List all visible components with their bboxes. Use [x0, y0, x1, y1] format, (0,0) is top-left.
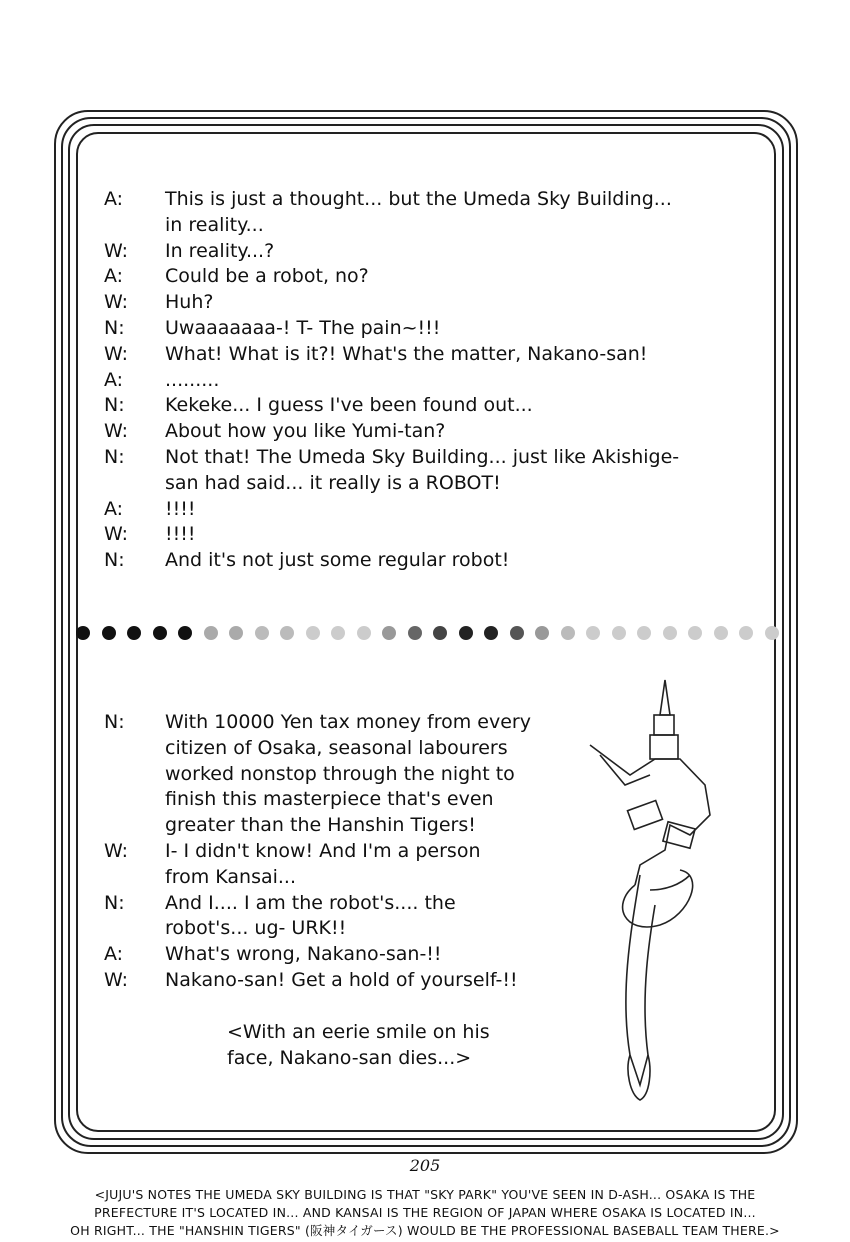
dialogue-line: And it's not just some regular robot! — [165, 549, 510, 572]
divider-dot — [561, 626, 575, 640]
speaker-label: N: — [104, 446, 125, 468]
speaker-label: W: — [104, 523, 129, 546]
divider-dot — [612, 626, 626, 640]
dialogue-line: Kekeke... I guess I've been found out... — [165, 394, 533, 417]
divider-dot — [382, 626, 396, 640]
divider-dot — [484, 626, 498, 640]
dialogue-line: from Kansai... — [165, 865, 297, 888]
speaker-label: W: — [104, 840, 129, 862]
speaker-label: A: — [104, 265, 124, 288]
speaker-label: W: — [104, 291, 129, 314]
divider-dot — [433, 626, 447, 640]
speaker-label: A: — [104, 497, 124, 520]
dialogue-line: worked nonstop through the night to — [165, 762, 515, 785]
speaker-label: N: — [104, 317, 125, 339]
dialogue-line: ......... — [165, 368, 220, 391]
dialogue-line: What! What is it?! What's the matter, Nakano-san! — [165, 342, 648, 365]
note-line: OH RIGHT... THE "HANSHIN TIGERS" (阪神タイガース) WOULD BE THE PROFESSIONAL BASEBALL TEAM THERE.> — [70, 1223, 780, 1238]
speaker-label: A: — [104, 943, 124, 966]
speaker-label: N: — [104, 394, 125, 417]
speaker-label: A: — [104, 368, 124, 391]
dialogue-line: In reality...? — [165, 239, 275, 262]
dialogue-line: Huh? — [165, 291, 214, 314]
dialogue-line: Nakano-san! Get a hold of yourself-!! — [165, 969, 518, 991]
speaker-label: W: — [104, 969, 129, 991]
divider-dot — [229, 626, 243, 640]
divider-dot — [306, 626, 320, 640]
divider-dot — [357, 626, 371, 640]
speaker-label: W: — [104, 239, 129, 262]
divider-dot — [637, 626, 651, 640]
dialogue-line: With 10000 Yen tax money from every — [165, 711, 531, 733]
note-line: <JUJU'S NOTES THE UMEDA SKY BUILDING IS THAT "SKY PARK" YOU'VE SEEN IN D-ASH... OSAKA IS THE — [94, 1187, 756, 1202]
dialogue-line: san had said... it really is a ROBOT! — [165, 471, 501, 494]
speaker-label: A: — [104, 188, 124, 210]
translator-notes — [0, 1186, 850, 1240]
divider-dot — [765, 626, 779, 640]
dialogue-line: About how you like Yumi-tan? — [165, 420, 446, 443]
divider-dot — [535, 626, 549, 640]
dialogue-line: finish this masterpiece that's even — [165, 788, 494, 811]
divider-dot — [280, 626, 294, 640]
divider-dot — [153, 626, 167, 640]
divider-dot — [510, 626, 524, 640]
divider-dot — [586, 626, 600, 640]
divider-dot — [663, 626, 677, 640]
robot-building-illustration — [570, 675, 750, 1105]
dialogue-line: I- I didn't know! And I'm a person — [165, 840, 481, 862]
divider-dot — [127, 626, 141, 640]
note-line: PREFECTURE IT'S LOCATED IN... AND KANSAI IS THE REGION OF JAPAN WHERE OSAKA IS LOCATED IN... — [94, 1205, 756, 1220]
speaker-label: W: — [104, 342, 129, 365]
divider-dot — [76, 626, 90, 640]
dialogue-line: robot's... ug- URK!! — [165, 917, 347, 940]
divider-dot — [739, 626, 753, 640]
speaker-label: N: — [104, 711, 125, 733]
dot-divider — [76, 624, 776, 642]
dialogue-line: citizen of Osaka, seasonal labourers — [165, 736, 508, 759]
dialogue-line: !!!! — [165, 523, 196, 546]
stage-direction-line: face, Nakano-san dies...> — [227, 1047, 472, 1069]
dialogue-line: Uwaaaaaaa-! T- The pain~!!! — [165, 317, 441, 339]
dialogue-line: What's wrong, Nakano-san-!! — [165, 943, 442, 966]
divider-dot — [459, 626, 473, 640]
divider-dot — [408, 626, 422, 640]
dialogue-line: in reality... — [165, 213, 264, 236]
speaker-label: N: — [104, 549, 125, 572]
divider-dot — [102, 626, 116, 640]
dialogue-line: And I.... I am the robot's.... the — [165, 891, 456, 914]
divider-dot — [331, 626, 345, 640]
dialogue-line: !!!! — [165, 497, 196, 520]
divider-dot — [688, 626, 702, 640]
divider-dot — [255, 626, 269, 640]
dialogue-line: Could be a robot, no? — [165, 265, 369, 288]
stage-direction-line: <With an eerie smile on his — [227, 1021, 490, 1043]
speaker-label: N: — [104, 891, 125, 914]
divider-dot — [204, 626, 218, 640]
dialogue-line: greater than the Hanshin Tigers! — [165, 814, 476, 837]
divider-dot — [178, 626, 192, 640]
dialogue-line: Not that! The Umeda Sky Building... just like Akishige- — [165, 446, 680, 468]
dialogue-line: This is just a thought... but the Umeda Sky Building... — [165, 188, 672, 210]
page-number: 205 — [409, 1156, 441, 1175]
divider-dot — [714, 626, 728, 640]
speaker-label: W: — [104, 420, 129, 443]
